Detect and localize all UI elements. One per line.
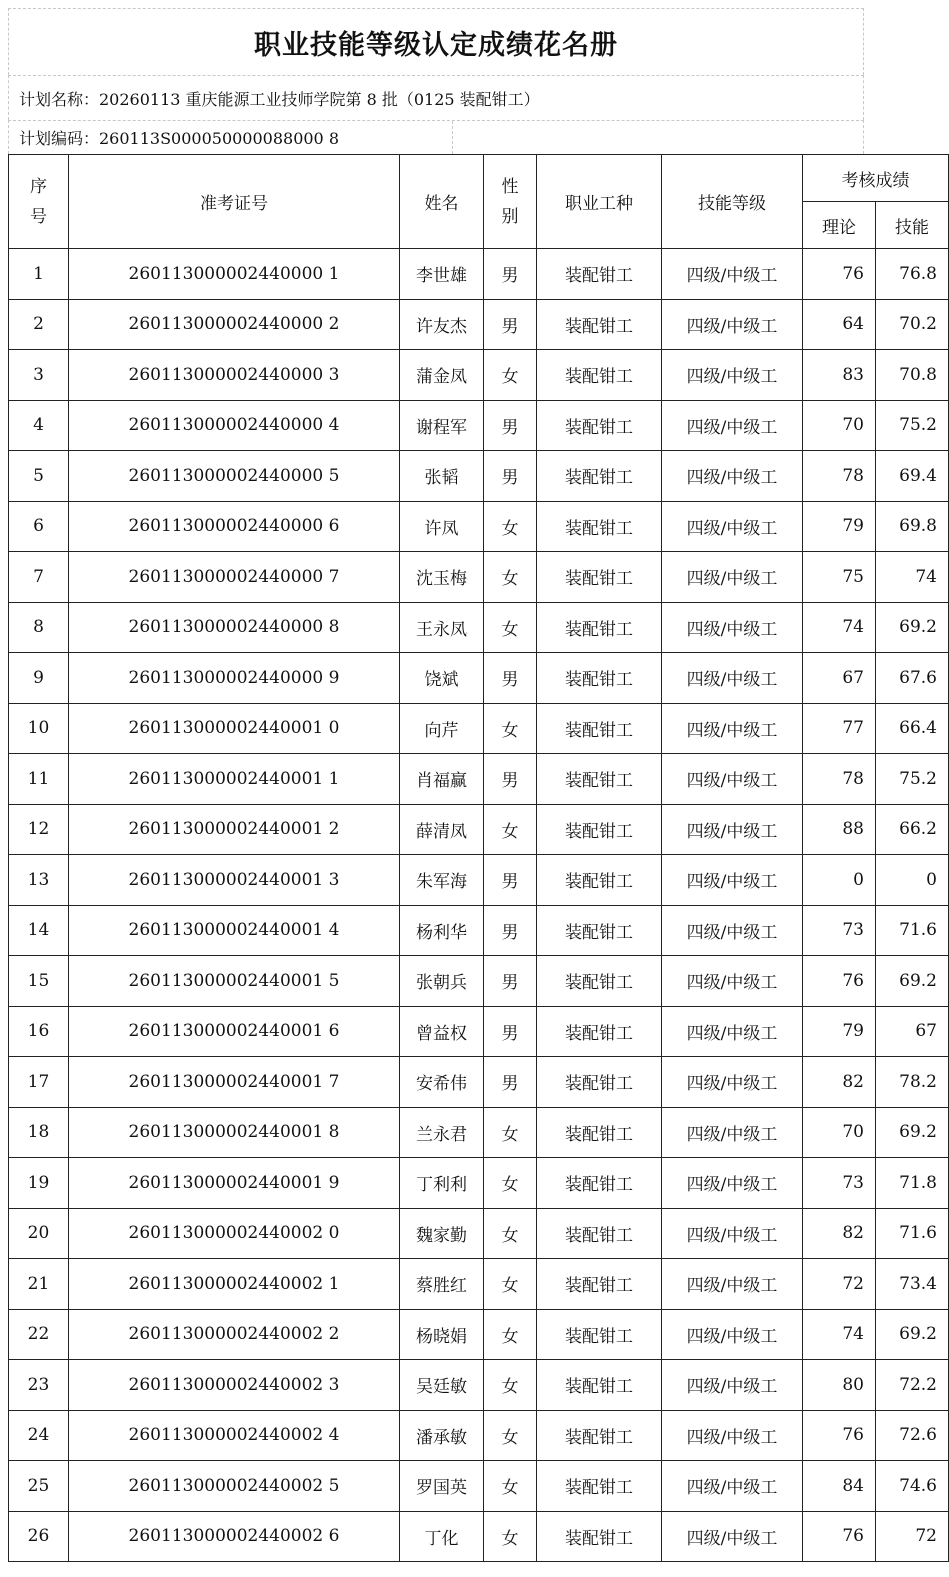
theory-score-cell: 0 <box>803 855 876 906</box>
seq-cell: 12 <box>9 804 69 855</box>
gender-cell: 女 <box>484 1107 537 1158</box>
occupation-cell: 装配钳工 <box>537 804 662 855</box>
level-cell: 四级/中级工 <box>662 249 803 300</box>
gender-cell: 女 <box>484 1208 537 1259</box>
skill-score-cell: 71.6 <box>876 1208 949 1259</box>
theory-score-cell: 76 <box>803 1410 876 1461</box>
gender-cell: 男 <box>484 653 537 704</box>
skill-score-cell: 69.2 <box>876 602 949 653</box>
table-row <box>9 1511 949 1562</box>
seq-cell: 6 <box>9 501 69 552</box>
ticket-number-cell: 260113000002440002 2 <box>69 1309 400 1360</box>
header-name: 姓名 <box>400 155 484 249</box>
occupation-cell: 装配钳工 <box>537 1309 662 1360</box>
theory-score-cell: 88 <box>803 804 876 855</box>
level-cell: 四级/中级工 <box>662 501 803 552</box>
ticket-number-cell: 260113000002440000 2 <box>69 299 400 350</box>
seq-cell: 8 <box>9 602 69 653</box>
gender-cell: 女 <box>484 703 537 754</box>
ticket-number-cell: 260113000002440002 1 <box>69 1259 400 1310</box>
gender-cell: 女 <box>484 501 537 552</box>
table-row <box>9 299 949 350</box>
skill-score-cell: 70.2 <box>876 299 949 350</box>
ticket-number-cell: 260113000002440001 5 <box>69 956 400 1007</box>
skill-score-cell: 71.8 <box>876 1158 949 1209</box>
name-cell: 肖福赢 <box>400 754 484 805</box>
plan-code: 计划编码：260113S000050000088000 8 <box>19 129 340 148</box>
skill-score-cell: 69.2 <box>876 1309 949 1360</box>
table-row <box>9 350 949 401</box>
level-cell: 四级/中级工 <box>662 1309 803 1360</box>
gender-cell: 男 <box>484 249 537 300</box>
skill-score-cell: 67.6 <box>876 653 949 704</box>
gender-cell: 女 <box>484 350 537 401</box>
name-cell: 谢程军 <box>400 400 484 451</box>
occupation-cell: 装配钳工 <box>537 1360 662 1411</box>
name-cell: 许友杰 <box>400 299 484 350</box>
score-table <box>8 154 949 1562</box>
level-cell: 四级/中级工 <box>662 350 803 401</box>
level-cell: 四级/中级工 <box>662 1461 803 1512</box>
level-cell: 四级/中级工 <box>662 1158 803 1209</box>
ticket-number-cell: 260113000002440000 4 <box>69 400 400 451</box>
gender-cell: 男 <box>484 956 537 1007</box>
theory-score-cell: 80 <box>803 1360 876 1411</box>
occupation-cell: 装配钳工 <box>537 350 662 401</box>
theory-score-cell: 78 <box>803 754 876 805</box>
skill-score-cell: 69.4 <box>876 451 949 502</box>
theory-score-cell: 82 <box>803 1057 876 1108</box>
gender-cell: 女 <box>484 1158 537 1209</box>
name-cell: 许凤 <box>400 501 484 552</box>
seq-cell: 11 <box>9 754 69 805</box>
header-theory: 理论 <box>803 202 876 249</box>
gender-cell: 男 <box>484 1057 537 1108</box>
seq-cell: 22 <box>9 1309 69 1360</box>
table-row <box>9 1107 949 1158</box>
table-row <box>9 754 949 805</box>
gender-cell: 男 <box>484 855 537 906</box>
skill-score-cell: 0 <box>876 855 949 906</box>
theory-score-cell: 78 <box>803 451 876 502</box>
gender-cell: 男 <box>484 451 537 502</box>
table-row <box>9 1410 949 1461</box>
name-cell: 曾益权 <box>400 1006 484 1057</box>
seq-cell: 1 <box>9 249 69 300</box>
skill-score-cell: 76.8 <box>876 249 949 300</box>
skill-score-cell: 73.4 <box>876 1259 949 1310</box>
level-cell: 四级/中级工 <box>662 804 803 855</box>
header-gender: 性 别 <box>484 155 537 249</box>
name-cell: 丁利利 <box>400 1158 484 1209</box>
gender-cell: 女 <box>484 804 537 855</box>
seq-cell: 20 <box>9 1208 69 1259</box>
ticket-number-cell: 260113000002440000 7 <box>69 552 400 603</box>
ticket-number-cell: 260113000002440000 1 <box>69 249 400 300</box>
gender-cell: 女 <box>484 1410 537 1461</box>
table-row <box>9 1158 949 1209</box>
header-seq: 序 号 <box>9 155 69 249</box>
occupation-cell: 装配钳工 <box>537 1006 662 1057</box>
skill-score-cell: 66.2 <box>876 804 949 855</box>
ticket-number-cell: 260113000002440000 3 <box>69 350 400 401</box>
theory-score-cell: 84 <box>803 1461 876 1512</box>
ticket-number-cell: 260113000002440001 0 <box>69 703 400 754</box>
level-cell: 四级/中级工 <box>662 1259 803 1310</box>
table-row <box>9 400 949 451</box>
seq-cell: 4 <box>9 400 69 451</box>
cell-divider <box>452 121 453 154</box>
seq-cell: 16 <box>9 1006 69 1057</box>
theory-score-cell: 75 <box>803 552 876 603</box>
name-cell: 朱军海 <box>400 855 484 906</box>
seq-cell: 10 <box>9 703 69 754</box>
name-cell: 薛清凤 <box>400 804 484 855</box>
skill-score-cell: 72.2 <box>876 1360 949 1411</box>
ticket-number-cell: 260113000002440001 8 <box>69 1107 400 1158</box>
ticket-number-cell: 260113000002440002 6 <box>69 1511 400 1562</box>
ticket-number-cell: 260113000002440001 9 <box>69 1158 400 1209</box>
occupation-cell: 装配钳工 <box>537 602 662 653</box>
table-row <box>9 703 949 754</box>
header-skill: 技能 <box>876 202 949 249</box>
gender-cell: 男 <box>484 299 537 350</box>
theory-score-cell: 67 <box>803 653 876 704</box>
occupation-cell: 装配钳工 <box>537 956 662 1007</box>
theory-score-cell: 76 <box>803 249 876 300</box>
name-cell: 魏家勤 <box>400 1208 484 1259</box>
skill-score-cell: 78.2 <box>876 1057 949 1108</box>
ticket-number-cell: 260113000002440001 1 <box>69 754 400 805</box>
occupation-cell: 装配钳工 <box>537 1208 662 1259</box>
plan-code-row <box>8 120 864 154</box>
occupation-cell: 装配钳工 <box>537 1511 662 1562</box>
roster-sheet <box>8 8 937 1562</box>
occupation-cell: 装配钳工 <box>537 451 662 502</box>
seq-cell: 14 <box>9 905 69 956</box>
header-level: 技能等级 <box>662 155 803 249</box>
skill-score-cell: 74.6 <box>876 1461 949 1512</box>
theory-score-cell: 74 <box>803 1309 876 1360</box>
theory-score-cell: 82 <box>803 1208 876 1259</box>
name-cell: 吴廷敏 <box>400 1360 484 1411</box>
seq-cell: 25 <box>9 1461 69 1512</box>
seq-cell: 3 <box>9 350 69 401</box>
gender-cell: 男 <box>484 754 537 805</box>
skill-score-cell: 69.2 <box>876 956 949 1007</box>
ticket-number-cell: 260113000002440000 5 <box>69 451 400 502</box>
table-header <box>9 155 949 249</box>
level-cell: 四级/中级工 <box>662 1208 803 1259</box>
table-row <box>9 1360 949 1411</box>
table-row <box>9 855 949 906</box>
table-row <box>9 804 949 855</box>
plan-name: 计划名称：20260113 重庆能源工业技师学院第 8 批（0125 装配钳工） <box>19 89 540 109</box>
seq-cell: 17 <box>9 1057 69 1108</box>
theory-score-cell: 76 <box>803 956 876 1007</box>
gender-cell: 女 <box>484 1259 537 1310</box>
occupation-cell: 装配钳工 <box>537 855 662 906</box>
occupation-cell: 装配钳工 <box>537 299 662 350</box>
occupation-cell: 装配钳工 <box>537 653 662 704</box>
name-cell: 张朝兵 <box>400 956 484 1007</box>
seq-cell: 2 <box>9 299 69 350</box>
table-row <box>9 1208 949 1259</box>
name-cell: 张韬 <box>400 451 484 502</box>
ticket-number-cell: 260113000002440000 9 <box>69 653 400 704</box>
level-cell: 四级/中级工 <box>662 703 803 754</box>
theory-score-cell: 77 <box>803 703 876 754</box>
ticket-number-cell: 260113000002440001 2 <box>69 804 400 855</box>
name-cell: 罗国英 <box>400 1461 484 1512</box>
ticket-number-cell: 260113000002440001 7 <box>69 1057 400 1108</box>
seq-cell: 5 <box>9 451 69 502</box>
occupation-cell: 装配钳工 <box>537 703 662 754</box>
skill-score-cell: 74 <box>876 552 949 603</box>
name-cell: 沈玉梅 <box>400 552 484 603</box>
name-cell: 饶斌 <box>400 653 484 704</box>
table-row <box>9 653 949 704</box>
header-score-group: 考核成绩 <box>803 155 949 202</box>
seq-cell: 9 <box>9 653 69 704</box>
table-row <box>9 451 949 502</box>
ticket-number-cell: 260113000002440002 3 <box>69 1360 400 1411</box>
theory-score-cell: 70 <box>803 400 876 451</box>
plan-name-row <box>8 75 864 120</box>
level-cell: 四级/中级工 <box>662 855 803 906</box>
name-cell: 杨利华 <box>400 905 484 956</box>
occupation-cell: 装配钳工 <box>537 400 662 451</box>
occupation-cell: 装配钳工 <box>537 1410 662 1461</box>
theory-score-cell: 83 <box>803 350 876 401</box>
theory-score-cell: 64 <box>803 299 876 350</box>
level-cell: 四级/中级工 <box>662 299 803 350</box>
table-row <box>9 905 949 956</box>
level-cell: 四级/中级工 <box>662 400 803 451</box>
level-cell: 四级/中级工 <box>662 1360 803 1411</box>
table-row <box>9 956 949 1007</box>
seq-cell: 15 <box>9 956 69 1007</box>
ticket-number-cell: 260113000002440002 5 <box>69 1461 400 1512</box>
ticket-number-cell: 260113000002440002 4 <box>69 1410 400 1461</box>
occupation-cell: 装配钳工 <box>537 501 662 552</box>
level-cell: 四级/中级工 <box>662 602 803 653</box>
skill-score-cell: 66.4 <box>876 703 949 754</box>
table-row <box>9 249 949 300</box>
page-title: 职业技能等级认定成绩花名册 <box>254 29 618 61</box>
ticket-number-cell: 260113000002440001 6 <box>69 1006 400 1057</box>
gender-cell: 女 <box>484 1511 537 1562</box>
seq-cell: 21 <box>9 1259 69 1310</box>
level-cell: 四级/中级工 <box>662 905 803 956</box>
name-cell: 安希伟 <box>400 1057 484 1108</box>
seq-cell: 18 <box>9 1107 69 1158</box>
level-cell: 四级/中级工 <box>662 552 803 603</box>
theory-score-cell: 79 <box>803 1006 876 1057</box>
level-cell: 四级/中级工 <box>662 1410 803 1461</box>
gender-cell: 男 <box>484 1006 537 1057</box>
skill-score-cell: 72 <box>876 1511 949 1562</box>
skill-score-cell: 72.6 <box>876 1410 949 1461</box>
occupation-cell: 装配钳工 <box>537 905 662 956</box>
seq-cell: 26 <box>9 1511 69 1562</box>
level-cell: 四级/中级工 <box>662 653 803 704</box>
ticket-number-cell: 260113000002440000 8 <box>69 602 400 653</box>
name-cell: 蒲金凤 <box>400 350 484 401</box>
level-cell: 四级/中级工 <box>662 1511 803 1562</box>
theory-score-cell: 76 <box>803 1511 876 1562</box>
seq-cell: 19 <box>9 1158 69 1209</box>
gender-cell: 女 <box>484 602 537 653</box>
ticket-number-cell: 260113000002440002 0 <box>69 1208 400 1259</box>
header-occupation: 职业工种 <box>537 155 662 249</box>
name-cell: 王永凤 <box>400 602 484 653</box>
theory-score-cell: 73 <box>803 905 876 956</box>
skill-score-cell: 71.6 <box>876 905 949 956</box>
occupation-cell: 装配钳工 <box>537 1259 662 1310</box>
occupation-cell: 装配钳工 <box>537 1057 662 1108</box>
seq-cell: 7 <box>9 552 69 603</box>
table-row <box>9 602 949 653</box>
gender-cell: 女 <box>484 1461 537 1512</box>
level-cell: 四级/中级工 <box>662 1057 803 1108</box>
gender-cell: 女 <box>484 1360 537 1411</box>
seq-cell: 23 <box>9 1360 69 1411</box>
name-cell: 李世雄 <box>400 249 484 300</box>
occupation-cell: 装配钳工 <box>537 249 662 300</box>
ticket-number-cell: 260113000002440000 6 <box>69 501 400 552</box>
name-cell: 潘承敏 <box>400 1410 484 1461</box>
skill-score-cell: 69.8 <box>876 501 949 552</box>
header-ticket: 准考证号 <box>69 155 400 249</box>
gender-cell: 男 <box>484 905 537 956</box>
skill-score-cell: 75.2 <box>876 400 949 451</box>
skill-score-cell: 70.8 <box>876 350 949 401</box>
gender-cell: 女 <box>484 552 537 603</box>
level-cell: 四级/中级工 <box>662 1006 803 1057</box>
level-cell: 四级/中级工 <box>662 451 803 502</box>
name-cell: 丁化 <box>400 1511 484 1562</box>
occupation-cell: 装配钳工 <box>537 1461 662 1512</box>
name-cell: 向芹 <box>400 703 484 754</box>
occupation-cell: 装配钳工 <box>537 552 662 603</box>
occupation-cell: 装配钳工 <box>537 1107 662 1158</box>
occupation-cell: 装配钳工 <box>537 754 662 805</box>
gender-cell: 女 <box>484 1309 537 1360</box>
table-row <box>9 501 949 552</box>
name-cell: 兰永君 <box>400 1107 484 1158</box>
skill-score-cell: 69.2 <box>876 1107 949 1158</box>
ticket-number-cell: 260113000002440001 4 <box>69 905 400 956</box>
title-row <box>8 8 864 75</box>
table-row <box>9 552 949 603</box>
theory-score-cell: 73 <box>803 1158 876 1209</box>
gender-cell: 男 <box>484 400 537 451</box>
theory-score-cell: 70 <box>803 1107 876 1158</box>
name-cell: 蔡胜红 <box>400 1259 484 1310</box>
level-cell: 四级/中级工 <box>662 754 803 805</box>
seq-cell: 24 <box>9 1410 69 1461</box>
table-row <box>9 1461 949 1512</box>
table-row <box>9 1259 949 1310</box>
table-body <box>9 249 949 1562</box>
level-cell: 四级/中级工 <box>662 1107 803 1158</box>
table-row <box>9 1309 949 1360</box>
skill-score-cell: 75.2 <box>876 754 949 805</box>
table-row <box>9 1057 949 1108</box>
theory-score-cell: 72 <box>803 1259 876 1310</box>
skill-score-cell: 67 <box>876 1006 949 1057</box>
ticket-number-cell: 260113000002440001 3 <box>69 855 400 906</box>
theory-score-cell: 74 <box>803 602 876 653</box>
occupation-cell: 装配钳工 <box>537 1158 662 1209</box>
table-row <box>9 1006 949 1057</box>
name-cell: 杨晓娟 <box>400 1309 484 1360</box>
seq-cell: 13 <box>9 855 69 906</box>
level-cell: 四级/中级工 <box>662 956 803 1007</box>
theory-score-cell: 79 <box>803 501 876 552</box>
